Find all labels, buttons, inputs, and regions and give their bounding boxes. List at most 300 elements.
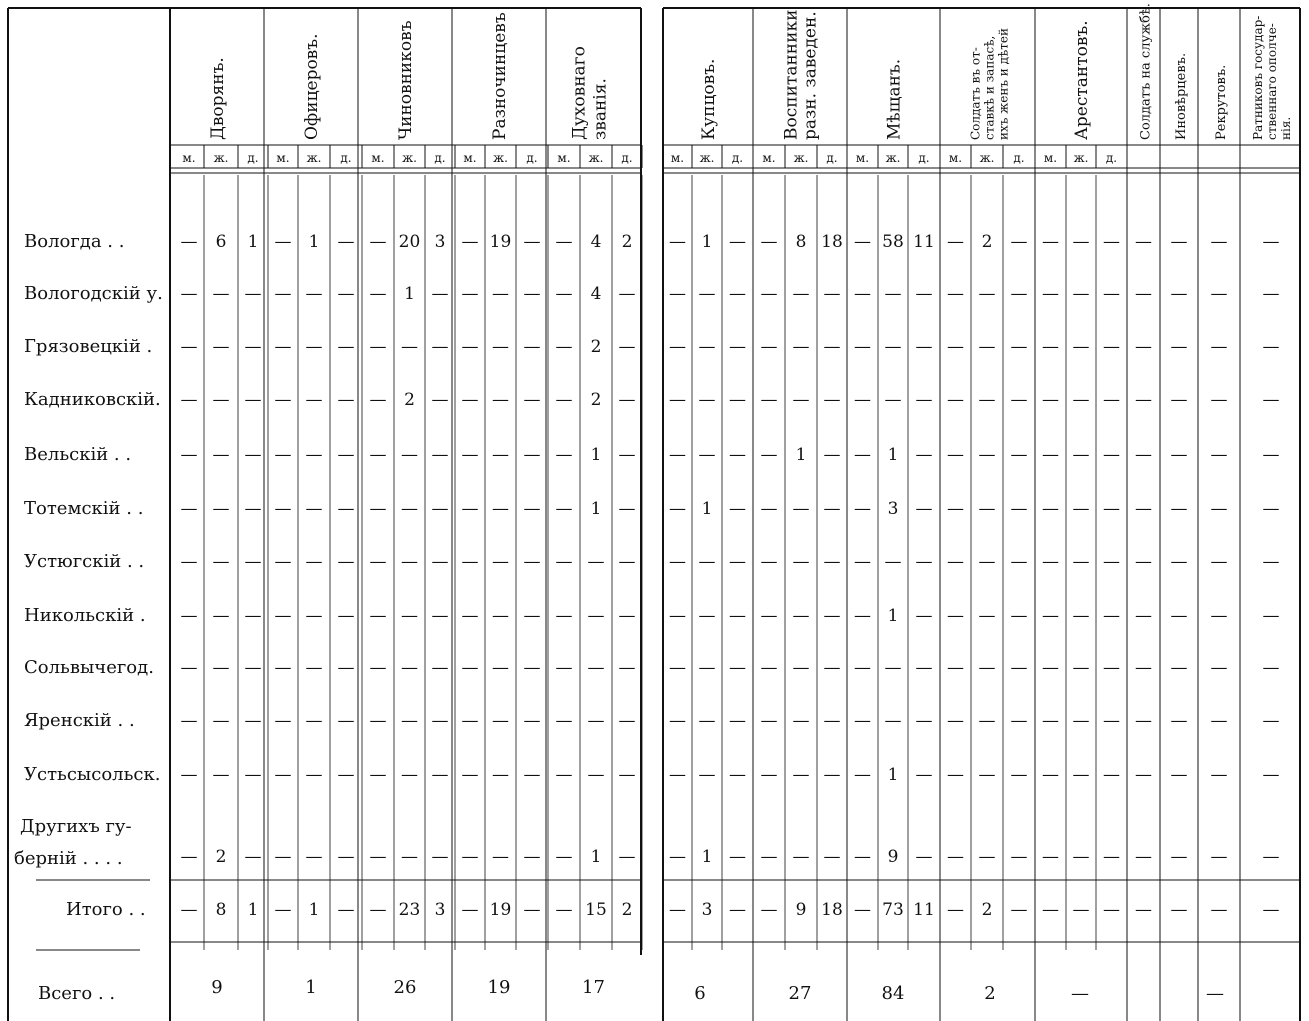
table-cell: — xyxy=(947,390,964,410)
table-cell: 1 xyxy=(590,847,602,867)
table-cell: — xyxy=(1210,711,1228,731)
table-cell: — xyxy=(1072,765,1090,785)
itogo-label: Итого . . xyxy=(66,899,146,920)
table-cell: — xyxy=(1103,847,1120,867)
itogo-cell: — xyxy=(1072,900,1090,920)
table-cell: — xyxy=(947,847,964,867)
table-cell: — xyxy=(523,606,541,626)
table-cell: — xyxy=(1010,606,1028,626)
table-cell: — xyxy=(555,847,573,867)
table-cell: — xyxy=(369,337,387,357)
table-cell: — xyxy=(1042,232,1059,252)
table-cell: — xyxy=(305,552,323,572)
table-cell: — xyxy=(698,711,716,731)
itogo-cell: 3 xyxy=(701,900,713,920)
table-cell: — xyxy=(1170,390,1188,410)
table-cell: — xyxy=(1170,658,1188,678)
group-header-line: разн. заведен. xyxy=(800,11,821,140)
table-cell: — xyxy=(244,658,262,678)
table-cell: — xyxy=(274,658,292,678)
table-cell: — xyxy=(1135,606,1152,626)
table-cell: 1 xyxy=(887,445,899,465)
table-cell: — xyxy=(760,499,778,519)
table-cell: — xyxy=(212,765,230,785)
table-cell: — xyxy=(760,658,778,678)
table-cell: — xyxy=(760,232,778,252)
table-cell: — xyxy=(492,499,509,519)
table-cell: 18 xyxy=(821,232,843,252)
table-cell: — xyxy=(274,847,292,867)
table-cell: — xyxy=(1010,552,1028,572)
group-header: Иновѣрцевъ. xyxy=(1174,52,1189,140)
itogo-cell: — xyxy=(461,900,479,920)
table-cell: 4 xyxy=(590,232,602,252)
table-cell: — xyxy=(915,552,933,572)
table-cell: — xyxy=(305,337,323,357)
table-cell: 2 xyxy=(590,337,602,357)
table-cell: — xyxy=(854,658,871,678)
table-cell: — xyxy=(492,606,509,626)
table-cell: — xyxy=(1170,711,1188,731)
table-cell: — xyxy=(337,232,355,252)
table-cell: — xyxy=(915,765,933,785)
table-cell: — xyxy=(760,445,778,465)
table-cell: — xyxy=(587,606,605,626)
table-cell: — xyxy=(978,606,996,626)
table-cell: — xyxy=(823,765,841,785)
table-cell: — xyxy=(947,711,964,731)
table-cell: — xyxy=(180,606,198,626)
table-cell: — xyxy=(854,552,871,572)
itogo-cell: — xyxy=(947,900,964,920)
table-cell: — xyxy=(729,232,746,252)
table-cell: — xyxy=(1210,284,1228,304)
table-cell: — xyxy=(792,765,810,785)
subheader-label: м. xyxy=(557,151,571,165)
group-header: Солдатъ въ от- xyxy=(968,47,983,140)
table-cell: — xyxy=(669,284,686,304)
table-cell: — xyxy=(492,847,509,867)
table-cell: — xyxy=(274,765,292,785)
table-cell: — xyxy=(274,711,292,731)
table-cell: — xyxy=(978,552,996,572)
table-cell: — xyxy=(1135,552,1152,572)
table-cell: — xyxy=(760,552,778,572)
table-cell: 20 xyxy=(398,232,421,252)
itogo-cell: 2 xyxy=(621,900,633,920)
table-cell: — xyxy=(555,499,573,519)
itogo-cell: — xyxy=(337,900,355,920)
group-header: Чиновниковъ xyxy=(396,20,416,140)
table-cell: — xyxy=(947,765,964,785)
table-cell: — xyxy=(792,499,810,519)
table-cell: — xyxy=(337,552,355,572)
table-cell: — xyxy=(492,445,509,465)
table-cell: — xyxy=(1170,606,1188,626)
table-cell: — xyxy=(884,337,902,357)
table-cell: — xyxy=(1210,552,1228,572)
table-cell: — xyxy=(461,232,479,252)
table-cell: — xyxy=(978,765,996,785)
table-cell: — xyxy=(729,390,746,410)
table-cell: — xyxy=(823,284,841,304)
table-cell: — xyxy=(823,499,841,519)
subheader-label: д. xyxy=(826,151,838,165)
table-cell: 1 xyxy=(308,232,320,252)
itogo-cell: 1 xyxy=(308,900,320,920)
itogo-cell: — xyxy=(1103,900,1120,920)
table-cell: — xyxy=(212,658,230,678)
table-cell: — xyxy=(305,765,323,785)
table-cell: — xyxy=(369,445,387,465)
table-cell: — xyxy=(212,499,230,519)
table-cell: — xyxy=(729,606,746,626)
table-cell: — xyxy=(854,499,871,519)
table-cell: — xyxy=(523,284,541,304)
table-cell: — xyxy=(337,711,355,731)
table-cell: — xyxy=(854,711,871,731)
table-cell: — xyxy=(760,711,778,731)
subheader-label: д. xyxy=(1105,151,1118,165)
group-header: Рекрутовъ. xyxy=(1214,64,1229,140)
table-cell: 1 xyxy=(247,232,259,252)
table-cell: — xyxy=(492,658,509,678)
table-cell: — xyxy=(1072,552,1090,572)
table-cell: — xyxy=(792,711,810,731)
table-cell: — xyxy=(305,499,323,519)
row-label: Другихъ гу- xyxy=(20,816,132,837)
table-cell: — xyxy=(180,337,198,357)
subheader-label: ж. xyxy=(979,151,995,165)
table-cell: — xyxy=(618,711,636,731)
table-cell: — xyxy=(401,337,418,357)
table-cell: — xyxy=(1262,232,1280,252)
table-cell: — xyxy=(854,390,871,410)
table-cell: 2 xyxy=(404,390,415,410)
table-cell: — xyxy=(1072,847,1090,867)
subheader-label: м. xyxy=(276,151,290,165)
table-cell: — xyxy=(915,847,933,867)
table-cell: — xyxy=(823,847,841,867)
subheader-label: м. xyxy=(855,151,870,165)
itogo-cell: 2 xyxy=(981,900,993,920)
table-cell: — xyxy=(1103,232,1120,252)
table-cell: — xyxy=(369,499,387,519)
table-cell: — xyxy=(180,765,198,785)
table-cell: — xyxy=(305,390,323,410)
itogo-cell: 23 xyxy=(398,900,421,920)
table-cell: — xyxy=(555,284,573,304)
table-cell: — xyxy=(823,337,841,357)
table-cell: — xyxy=(1135,499,1152,519)
table-cell: — xyxy=(587,765,605,785)
table-cell: — xyxy=(461,284,479,304)
vsego-cell: 6 xyxy=(694,983,706,1004)
table-cell: — xyxy=(492,711,509,731)
table-cell: — xyxy=(369,390,387,410)
table-cell: — xyxy=(180,658,198,678)
table-cell: — xyxy=(180,552,198,572)
table-cell: — xyxy=(792,390,810,410)
table-cell: — xyxy=(587,711,605,731)
table-cell: — xyxy=(915,658,933,678)
itogo-cell: — xyxy=(1135,900,1152,920)
table-cell: — xyxy=(431,337,449,357)
table-cell: — xyxy=(461,445,479,465)
itogo-cell: 3 xyxy=(434,900,446,920)
itogo-cell: 18 xyxy=(821,900,843,920)
table-cell: — xyxy=(305,284,323,304)
table-cell: — xyxy=(274,284,292,304)
table-cell: — xyxy=(369,847,387,867)
table-cell: — xyxy=(884,711,902,731)
table-cell: — xyxy=(401,552,418,572)
table-cell: — xyxy=(461,658,479,678)
table-cell: — xyxy=(1103,390,1120,410)
table-cell: — xyxy=(212,552,230,572)
group-header-line: ственнаго ополче- xyxy=(1265,23,1279,140)
table-cell: — xyxy=(461,847,479,867)
vsego-cell: 2 xyxy=(984,983,996,1004)
table-cell: — xyxy=(1103,606,1120,626)
table-cell: — xyxy=(305,445,323,465)
table-cell: — xyxy=(180,284,198,304)
table-cell: — xyxy=(1262,390,1280,410)
table-cell: — xyxy=(1072,232,1090,252)
itogo-cell: — xyxy=(729,900,746,920)
table-cell: — xyxy=(669,711,686,731)
table-cell: — xyxy=(1262,552,1280,572)
table-cell: — xyxy=(1103,658,1120,678)
table-cell: — xyxy=(1042,337,1059,357)
table-cell: — xyxy=(369,658,387,678)
table-cell: — xyxy=(212,606,230,626)
group-header-line: нія. xyxy=(1279,116,1293,140)
table-cell: — xyxy=(523,337,541,357)
table-cell: — xyxy=(461,337,479,357)
table-cell: — xyxy=(729,337,746,357)
subheader-label: ж. xyxy=(402,151,417,165)
table-cell: — xyxy=(669,606,686,626)
itogo-cell: — xyxy=(1262,900,1280,920)
row-label: Устюгскій . . xyxy=(24,551,145,572)
table-cell: — xyxy=(555,658,573,678)
table-cell: — xyxy=(792,847,810,867)
table-cell: — xyxy=(854,445,871,465)
table-cell: — xyxy=(337,337,355,357)
itogo-cell: — xyxy=(369,900,387,920)
table-cell: — xyxy=(618,552,636,572)
table-cell: — xyxy=(305,606,323,626)
table-cell: — xyxy=(431,552,449,572)
table-cell: 9 xyxy=(887,847,899,867)
table-cell: 8 xyxy=(795,232,807,252)
table-cell: — xyxy=(492,552,509,572)
table-cell: — xyxy=(1010,658,1028,678)
row-label: Тотемскій . . xyxy=(24,498,144,519)
table-cell: — xyxy=(792,658,810,678)
table-cell: — xyxy=(1072,284,1090,304)
table-cell: — xyxy=(698,552,716,572)
table-cell: — xyxy=(760,765,778,785)
table-cell: — xyxy=(1042,552,1059,572)
table-cell: — xyxy=(274,552,292,572)
itogo-cell: — xyxy=(1210,900,1228,920)
table-cell: — xyxy=(337,765,355,785)
table-cell: — xyxy=(947,232,964,252)
table-cell: — xyxy=(698,606,716,626)
table-cell: 1 xyxy=(701,847,713,867)
table-cell: — xyxy=(1170,499,1188,519)
subheader-label: д. xyxy=(434,151,446,165)
table-cell: — xyxy=(555,445,573,465)
table-cell: — xyxy=(729,552,746,572)
table-cell: — xyxy=(523,232,541,252)
subheader-label: ж. xyxy=(699,151,715,165)
table-cell: — xyxy=(1170,847,1188,867)
table-cell: — xyxy=(823,606,841,626)
table-cell: — xyxy=(760,847,778,867)
table-cell: — xyxy=(915,445,933,465)
table-cell: — xyxy=(1135,284,1152,304)
table-cell: 1 xyxy=(887,606,899,626)
table-cell: — xyxy=(915,499,933,519)
table-cell: 1 xyxy=(404,284,415,304)
table-cell: — xyxy=(1210,337,1228,357)
table-cell: — xyxy=(1262,445,1280,465)
table-cell: — xyxy=(947,445,964,465)
subheader-label: м. xyxy=(463,151,477,165)
table-cell: — xyxy=(729,711,746,731)
table-cell: — xyxy=(523,658,541,678)
table-cell: — xyxy=(1170,232,1188,252)
table-cell: — xyxy=(1010,284,1028,304)
table-cell: — xyxy=(369,232,387,252)
group-header: Ратниковъ государ- xyxy=(1251,15,1265,140)
table-cell: — xyxy=(978,284,996,304)
table-cell: — xyxy=(180,499,198,519)
table-cell: — xyxy=(1010,499,1028,519)
table-cell: — xyxy=(212,390,230,410)
table-cell: — xyxy=(729,847,746,867)
table-cell: — xyxy=(274,390,292,410)
table-cell: — xyxy=(729,658,746,678)
table-cell: — xyxy=(669,552,686,572)
table-cell: — xyxy=(1042,284,1059,304)
table-cell: — xyxy=(1262,658,1280,678)
table-cell: — xyxy=(401,658,418,678)
table-cell: — xyxy=(1210,606,1228,626)
group-header-line: ставкѣ и запасѣ, xyxy=(982,35,997,140)
row-label: Вельскій . . xyxy=(24,444,132,465)
itogo-cell: 1 xyxy=(247,900,259,920)
vsego-cell: 9 xyxy=(211,977,223,998)
group-header-line2: званія. xyxy=(590,78,611,140)
table-cell: — xyxy=(523,847,541,867)
table-cell: — xyxy=(523,390,541,410)
vsego-cell: 26 xyxy=(393,977,417,998)
table-cell: — xyxy=(1262,606,1280,626)
vsego-cell: 19 xyxy=(487,977,511,998)
table-cell: — xyxy=(618,499,636,519)
table-cell: — xyxy=(1042,390,1059,410)
table-cell: 6 xyxy=(215,232,227,252)
table-cell: — xyxy=(1210,390,1228,410)
group-header: Солдатъ на службѣ. xyxy=(1138,3,1154,140)
table-cell: — xyxy=(1210,232,1228,252)
subheader-label: м. xyxy=(371,151,385,165)
table-cell: — xyxy=(401,606,418,626)
subheader-label: м. xyxy=(1043,151,1058,165)
table-cell: — xyxy=(431,445,449,465)
table-cell: — xyxy=(760,390,778,410)
table-cell: — xyxy=(1010,711,1028,731)
table-cell: — xyxy=(1103,284,1120,304)
subheader-label: д. xyxy=(621,151,633,165)
itogo-cell: — xyxy=(1170,900,1188,920)
table-cell: — xyxy=(947,499,964,519)
vsego-label: Всего . . xyxy=(38,983,116,1004)
table-cell: — xyxy=(180,445,198,465)
table-cell: — xyxy=(180,390,198,410)
table-cell: — xyxy=(1072,390,1090,410)
group-header: Арестантовъ. xyxy=(1072,20,1092,140)
table-cell: — xyxy=(915,390,933,410)
table-cell: — xyxy=(1210,847,1228,867)
itogo-cell: — xyxy=(555,900,573,920)
row-label: Кадниковскій. xyxy=(24,389,161,410)
itogo-cell: 15 xyxy=(585,900,607,920)
table-cell: — xyxy=(760,284,778,304)
table-cell: — xyxy=(274,337,292,357)
subheader-label: ж. xyxy=(885,151,901,165)
table-cell: — xyxy=(1010,765,1028,785)
table-cell: — xyxy=(461,711,479,731)
table-cell: — xyxy=(1210,765,1228,785)
table-cell: — xyxy=(1010,232,1028,252)
table-cell: — xyxy=(1103,499,1120,519)
table-cell: — xyxy=(1042,499,1059,519)
table-cell: — xyxy=(431,606,449,626)
table-cell: — xyxy=(1103,552,1120,572)
table-cell: 2 xyxy=(590,390,602,410)
table-cell: — xyxy=(492,390,509,410)
table-cell: — xyxy=(915,606,933,626)
itogo-cell: — xyxy=(274,900,292,920)
table-cell: 2 xyxy=(621,232,633,252)
table-cell: — xyxy=(180,847,198,867)
table-cell: — xyxy=(212,284,230,304)
table-cell: — xyxy=(760,606,778,626)
table-cell: — xyxy=(854,765,871,785)
group-header: Мѣщанъ. xyxy=(884,58,905,140)
row-label: Яренскій . . xyxy=(24,710,135,731)
table-cell: — xyxy=(884,284,902,304)
itogo-cell: 73 xyxy=(882,900,904,920)
table-cell: — xyxy=(1135,390,1152,410)
table-cell: — xyxy=(461,765,479,785)
table-cell: — xyxy=(823,711,841,731)
table-cell: — xyxy=(915,284,933,304)
table-cell: — xyxy=(337,390,355,410)
table-cell: — xyxy=(337,284,355,304)
table-cell: 1 xyxy=(590,499,602,519)
table-cell: — xyxy=(1072,499,1090,519)
table-cell: — xyxy=(212,711,230,731)
vsego-cell: 1 xyxy=(305,977,317,998)
itogo-cell: — xyxy=(180,900,198,920)
table-cell: — xyxy=(555,765,573,785)
